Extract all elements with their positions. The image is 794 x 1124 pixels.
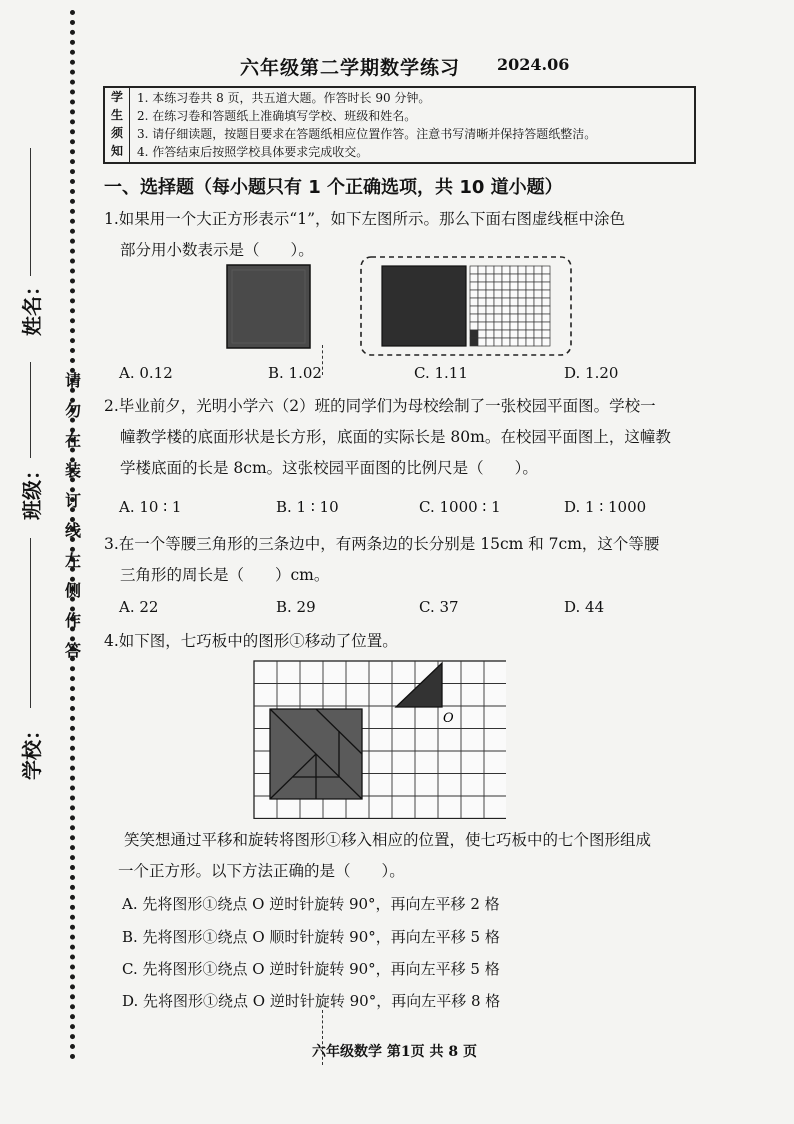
vertical-note-char: 勿 xyxy=(64,401,81,420)
q1-option-b[interactable]: B. 1.02 xyxy=(268,364,322,382)
question-4-text xyxy=(104,626,398,657)
notice-rule: 2. 在练习卷和答题纸上准确填写学校、班级和姓名。 xyxy=(137,109,417,123)
dashed-frame-figure xyxy=(358,254,574,358)
question-line: 4.如下图，七巧板中的图形①移动了位置。 xyxy=(104,632,398,650)
question-3-text xyxy=(104,529,659,591)
notice-rule: 1. 本练习卷共 8 页，共五道大题。作答时长 90 分钟。 xyxy=(137,91,431,105)
class-underline-2 xyxy=(30,538,31,708)
notice-rules xyxy=(137,89,596,161)
question-4-followup xyxy=(118,825,652,887)
notice-label xyxy=(105,88,130,162)
point-o-label: O xyxy=(443,711,454,726)
q4-option-a[interactable]: A. 先将图形①绕点 O 逆时针旋转 90°，再向左平移 2 格 xyxy=(122,895,500,913)
school-label: 学校： xyxy=(20,720,44,780)
student-notice-box xyxy=(103,86,696,164)
notice-rule: 4. 作答结束后按照学校具体要求完成收交。 xyxy=(137,145,369,159)
question-line: 三角形的周长是（ ）cm。 xyxy=(120,566,330,584)
scan-dash-mark xyxy=(322,345,323,375)
notice-rule: 3. 请仔细读题，按题目要求在答题纸相应位置作答。注意书写清晰并保持答题纸整洁。 xyxy=(137,127,597,141)
q2-option-b[interactable]: B. 1 ∶ 10 xyxy=(276,498,339,516)
notice-label-char: 生 xyxy=(110,108,123,122)
name-label: 姓名： xyxy=(20,276,44,336)
q4-option-c[interactable]: C. 先将图形①绕点 O 逆时针旋转 90°，再向左平移 5 格 xyxy=(122,960,500,978)
q1-option-d[interactable]: D. 1.20 xyxy=(564,364,619,382)
q2-option-a[interactable]: A. 10 ∶ 1 xyxy=(119,498,182,516)
class-label: 班级： xyxy=(20,460,44,520)
vertical-note-char: 请 xyxy=(64,371,81,390)
section-heading: 一、选择题（每小题只有 1 个正确选项，共 10 道小题） xyxy=(104,177,563,198)
question-line: 3.在一个等腰三角形的三条边中，有两条边的长分别是 15cm 和 7cm，这个等腰 xyxy=(104,535,660,553)
q4-option-b[interactable]: B. 先将图形①绕点 O 顺时针旋转 90°，再向左平移 5 格 xyxy=(122,928,500,946)
question-line: 部分用小数表示是（ ）。 xyxy=(120,241,314,259)
question-2-text xyxy=(104,391,671,484)
exam-date: 2024.06 xyxy=(497,55,570,74)
q2-option-c[interactable]: C. 1000 ∶ 1 xyxy=(419,498,501,516)
name-underline xyxy=(30,148,31,276)
question-line: 笑笑想通过平移和旋转将图形①移入相应的位置，使七巧板中的七个图形组成 xyxy=(124,831,652,849)
q3-option-c[interactable]: C. 37 xyxy=(419,598,459,616)
question-line: 幢教学楼的底面形状是长方形，底面的实际长是 80m。在校园平面图上，这幢教 xyxy=(120,428,671,446)
page-footer: 六年级数学 第1页 共 8 页 xyxy=(312,1044,477,1060)
question-line: 一个正方形。以下方法正确的是（ ）。 xyxy=(118,862,405,880)
q3-option-a[interactable]: A. 22 xyxy=(119,598,159,616)
notice-label-char: 知 xyxy=(110,144,123,158)
q2-option-d[interactable]: D. 1 ∶ 1000 xyxy=(564,498,647,516)
q4-option-d[interactable]: D. 先将图形①绕点 O 逆时针旋转 90°，再向左平移 8 格 xyxy=(122,992,501,1010)
vertical-note-char: 左 xyxy=(64,551,81,570)
vertical-note-char: 订 xyxy=(64,491,81,510)
notice-label-char: 学 xyxy=(110,90,123,104)
question-line: 2.毕业前夕，光明小学六（2）班的同学们为母校绘制了一张校园平面图。学校一 xyxy=(104,397,656,415)
vertical-note-char: 答 xyxy=(64,641,81,660)
vertical-note-char: 侧 xyxy=(64,581,81,600)
vertical-note-char: 在 xyxy=(64,431,81,450)
vertical-note-char: 作 xyxy=(64,611,81,630)
tangram-grid-figure xyxy=(252,659,506,819)
page-title: 六年级第二学期数学练习 xyxy=(240,57,461,79)
vertical-note-char: 装 xyxy=(64,461,81,480)
q1-option-c[interactable]: C. 1.11 xyxy=(414,364,468,382)
q3-option-d[interactable]: D. 44 xyxy=(564,598,605,616)
vertical-note-char: 线 xyxy=(64,521,81,540)
q1-option-a[interactable]: A. 0.12 xyxy=(119,364,173,382)
unit-square-figure xyxy=(226,264,312,350)
tangram-pieces xyxy=(270,709,362,799)
q3-option-b[interactable]: B. 29 xyxy=(276,598,316,616)
question-line: 1.如果用一个大正方形表示“1”，如下左图所示。那么下面右图虚线框中涂色 xyxy=(104,210,626,228)
class-underline xyxy=(30,362,31,458)
question-line: 学楼底面的长是 8cm。这张校园平面图的比例尺是（ ）。 xyxy=(120,459,538,477)
notice-label-char: 须 xyxy=(110,126,123,140)
